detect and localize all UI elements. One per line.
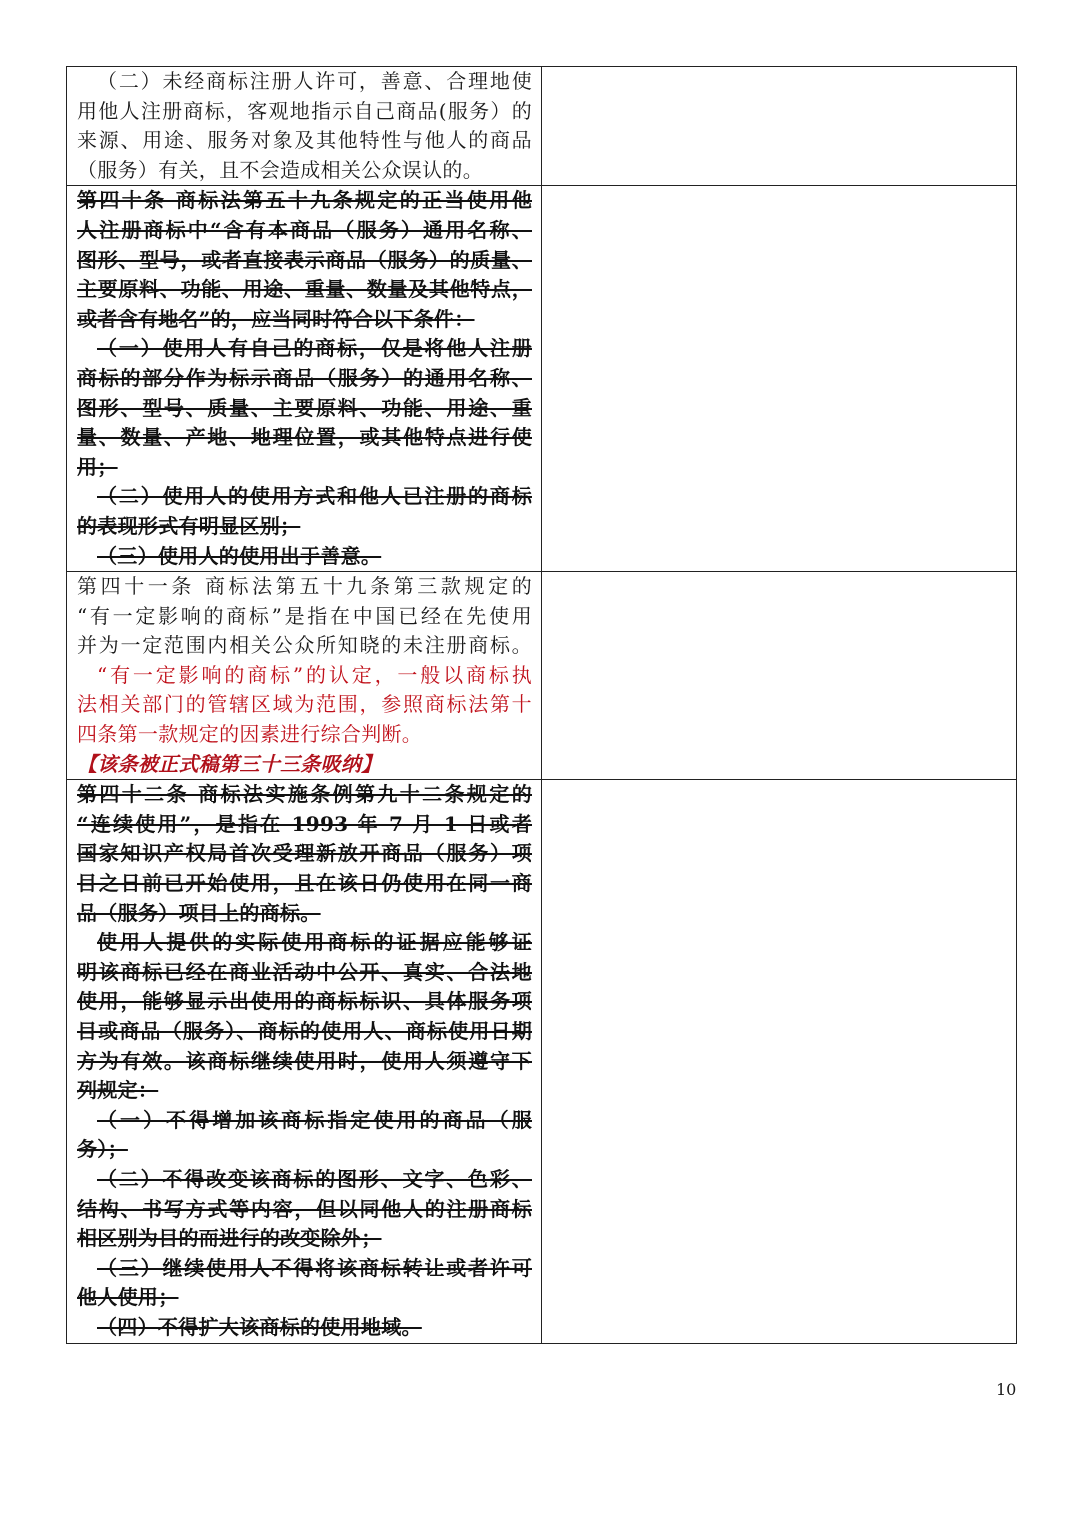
- page-number: 10: [996, 1380, 1017, 1399]
- deleted-line: 目或商品（服务）、商标的使用人、商标使用日期: [77, 1019, 532, 1043]
- text-line: （服务）有关，且不会造成相关公众误认的。: [77, 157, 483, 182]
- revision-note: 【该条被正式稿第三十三条吸纳】: [77, 751, 382, 776]
- deleted-line: 用；: [77, 454, 118, 479]
- table-row: [67, 186, 1017, 572]
- left-cell: [67, 67, 542, 186]
- deleted-line: 相区别为目的而进行的改变除外；: [77, 1226, 382, 1251]
- right-cell-empty: [542, 186, 1017, 572]
- text-line: 第四十一条 商标法第五十九条第三款规定的: [77, 574, 532, 599]
- deleted-line: （一）不得增加该商标指定使用的商品（服: [97, 1107, 532, 1132]
- deleted-line: 结构、书写方式等内容，但以同他人的注册商标: [77, 1196, 532, 1221]
- table-row: [67, 780, 1017, 1343]
- deleted-line: 国家知识产权局首次受理新放开商品（服务）项: [77, 841, 532, 866]
- deleted-line: 量、数量、产地、地理位置，或其他特点进行使: [77, 425, 532, 450]
- table-row: [67, 67, 1017, 186]
- comparison-table: [66, 66, 1017, 1344]
- deleted-line: （二）使用人的使用方式和他人已注册的商标: [97, 484, 532, 509]
- deleted-line: 图形、型号，或者直接表示商品（服务）的质量、: [77, 247, 532, 272]
- deleted-line: 主要原料、功能、用途、重量、数量及其他特点，: [77, 277, 532, 302]
- deleted-line: 人注册商标中“含有本商品（服务）通用名称、: [77, 217, 532, 242]
- deleted-line: 品（服务）项目上的商标。: [77, 900, 321, 925]
- deleted-line: 使用人提供的实际使用商标的证据应能够证: [97, 930, 532, 955]
- text-line: 并为一定范围内相关公众所知晓的未注册商标。: [77, 633, 532, 658]
- right-cell-empty: [542, 572, 1017, 780]
- right-cell-empty: [542, 67, 1017, 186]
- deleted-line: 使用，能够显示出使用的商标标识、具体服务项: [77, 989, 532, 1014]
- deleted-line: （三）继续使用人不得将该商标转让或者许可: [97, 1255, 532, 1280]
- text-line: 来源、用途、服务对象及其他特性与他人的商品: [77, 128, 532, 153]
- deleted-line: 他人使用；: [77, 1285, 179, 1310]
- deleted-line: 方为有效。该商标继续使用时，使用人须遵守下: [77, 1048, 532, 1073]
- right-cell-empty: [542, 780, 1017, 1343]
- deleted-line: 务）；: [77, 1137, 128, 1162]
- deleted-line: 商标的部分作为标示商品（服务）的通用名称、: [77, 365, 532, 390]
- deleted-line: （三）使用人的使用出于善意。: [97, 543, 382, 568]
- left-cell: [67, 186, 542, 572]
- left-cell: [67, 780, 542, 1343]
- added-line: 法相关部门的管辖区域为范围，参照商标法第十: [77, 692, 532, 717]
- deleted-line: “连续使用”，是指在 1993 年 7 月 1 日或者: [77, 811, 532, 836]
- table-row: [67, 572, 1017, 780]
- deleted-line: 列规定：: [77, 1078, 159, 1103]
- deleted-line: 图形、型号、质量、主要原料、功能、用途、重: [77, 395, 532, 420]
- deleted-line: 第四十条 商标法第五十九条规定的正当使用他: [77, 188, 532, 213]
- deleted-line: 的表现形式有明显区别；: [77, 513, 301, 538]
- text-line: （二）未经商标注册人许可，善意、合理地使: [97, 69, 532, 93]
- added-line: “有一定影响的商标”的认定，一般以商标执: [97, 662, 532, 687]
- deleted-line: （四）不得扩大该商标的使用地域。: [97, 1314, 422, 1339]
- text-line: 用他人注册商标，客观地指示自己商品(服务）的: [77, 98, 532, 123]
- added-line: 四条第一款规定的因素进行综合判断。: [77, 722, 423, 747]
- deleted-line: 明该商标已经在商业活动中公开、真实、合法地: [77, 959, 532, 984]
- deleted-line: 或者含有地名”的，应当同时符合以下条件：: [77, 306, 475, 331]
- text-line: “有一定影响的商标”是指在中国已经在先使用: [77, 603, 532, 628]
- deleted-line: 第四十二条 商标法实施条例第九十二条规定的: [77, 782, 532, 807]
- left-cell: [67, 572, 542, 780]
- deleted-line: 目之日前已开始使用，且在该日仍使用在同一商: [77, 871, 532, 896]
- deleted-line: （一）使用人有自己的商标，仅是将他人注册: [97, 336, 532, 361]
- deleted-line: （二）不得改变该商标的图形、文字、色彩、: [97, 1166, 532, 1191]
